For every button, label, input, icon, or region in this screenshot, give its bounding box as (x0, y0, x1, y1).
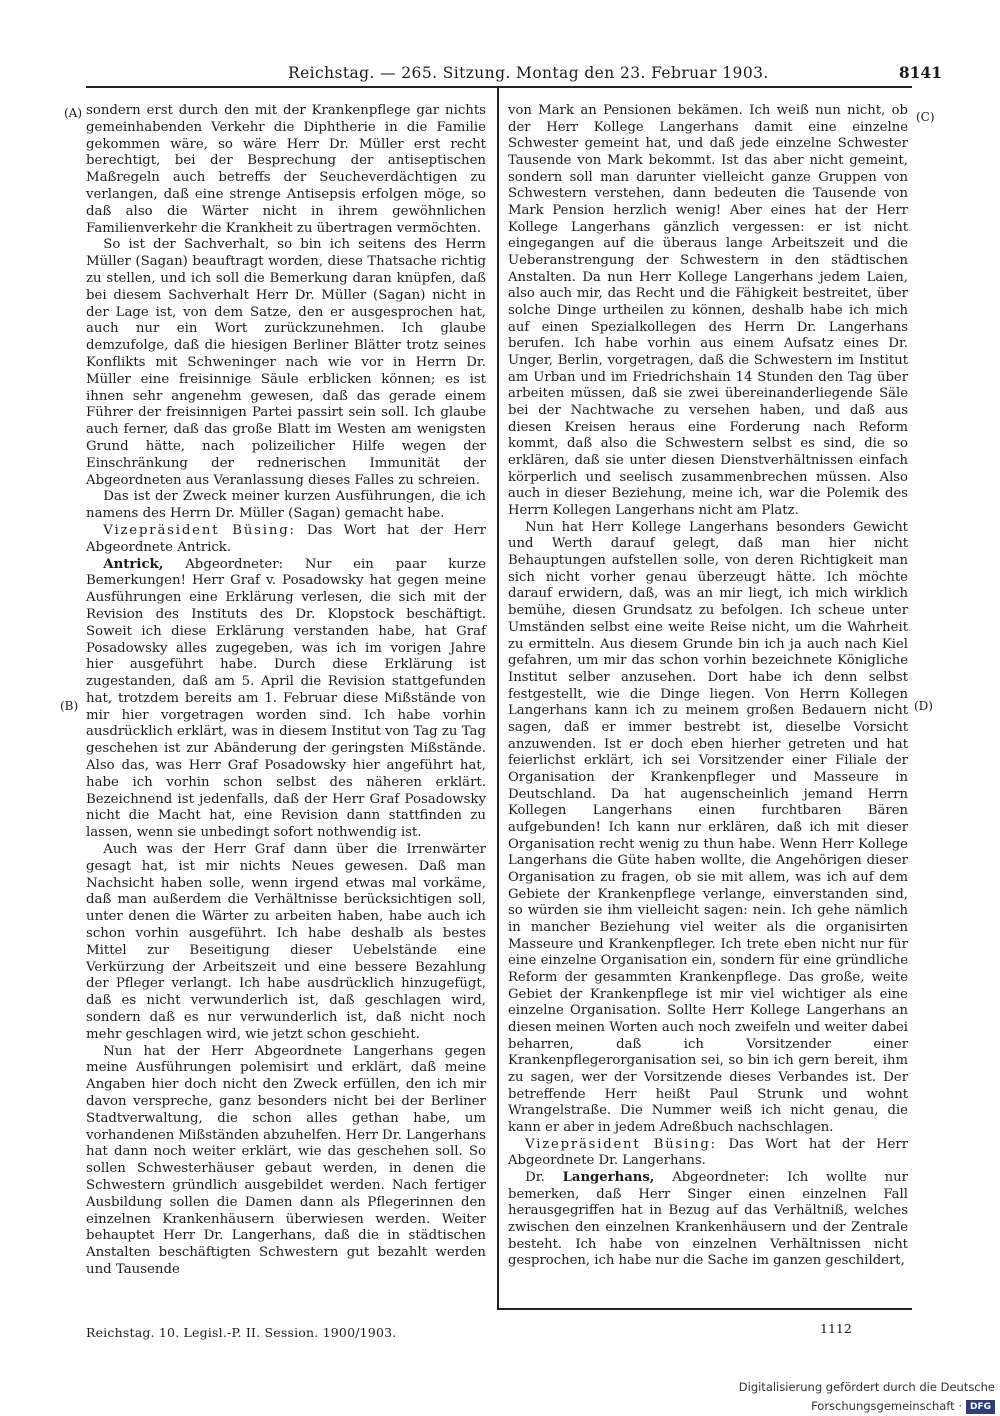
column-divider (497, 86, 499, 1308)
footer-rule (497, 1308, 912, 1310)
paragraph: Das ist der Zweck meiner kurzen Ausführungen, die ich namens des Herrn Dr. Müller (Sagan) gemacht habe. (86, 489, 486, 522)
left-column (86, 103, 486, 1279)
paragraph: Nun hat Herr Kollege Langerhans besonders Gewicht und Werth darauf gelegt, daß man hier nicht Behauptungen aufstellen solle, von deren Richtigkeit man sich nicht vorher genau überzeugt hätte. Ich möchte darauf erwidern, daß, was an mir liegt, ich mich wirklich bemühe, diesen Grundsatz zu befolgen. Ich scheue unter Umständen selbst eine weite Reise nicht, um die Wahrheit zu ermitteln. Aus diesem Grunde bin ich ja auch nach Kiel gefahren, um mir das schon vorhin bezeichnete Königliche Institut selber anzusehen. Dort habe ich denn selbst festgestellt, wie die Dinge liegen. Von Herrn Kollegen Langerhans kann ich zu meinem großen Bedauern nicht sagen, daß er immer bestrebt ist, dieselbe Vorsicht anzuwenden. Ist er doch eben hierher getreten und hat feierlichst erklärt, ich sei Vorsitzender einer Filiale der Organisation der Krankenpfleger und Masseure in Deutschland. Da hat augenscheinlich jemand Herrn Kollegen Langerhans einen furchtbaren Bären aufgebunden! Ich kann nur erklären, daß ich mit dieser Organisation recht wenig zu thun habe. Wenn Herr Kollege Langerhans die Güte haben wollte, die Angehörigen dieser Organisation zu fragen, ob sie mit allem, was ich auf dem Gebiete der Krankenpflege verlange, einverstanden sind, so würden sie ihm vielleicht sagen: nein. Ich gehe nämlich in mancher Beziehung viel weiter als die organisirten Masseure und Krankenpfleger. Ich trete eben nicht nur für eine einzelne Organisation ein, sondern für eine gründliche Reform der gesammten Krankenpflege. Das große, weite Gebiet der Krankenpflege ist mir viel wichtiger als eine einzelne Organisation. Sollte Herr Kollege Langerhans an diesen meinen Worten auch noch zweifeln und weiter dabei beharren, daß ich Vorsitzender einer Krankenpflegerorganisation sei, so bin ich gern bereit, ihm zu sagen, wer der Vorsitzende dieses Verbandes ist. Der betreffende Herr heißt Paul Strunk und wohnt Wrangelstraße. Die Nummer weiß ich nicht genau, die kann er aber in jedem Adreßbuch nachschlagen. (508, 519, 908, 1135)
speaker-prefix: Dr. (525, 1170, 545, 1185)
speaker-text: Das Wort hat der Herr Abgeordnete Dr. Langerhans. (508, 1136, 908, 1169)
digitization-credit (600, 1378, 995, 1413)
speaker-name: Langerhans, (562, 1170, 655, 1185)
page-header (288, 62, 942, 84)
speaker-label: Vizepräsident Büsing: (103, 522, 296, 538)
speaker-paragraph (508, 1170, 908, 1270)
page-number: 8141 (898, 63, 942, 82)
speaker-name: Antrick, (103, 556, 164, 572)
header-rule (86, 86, 912, 88)
right-column (508, 103, 908, 1270)
footer-sheet-number: 1112 (820, 1321, 852, 1336)
dfg-logo-icon: DFG (966, 1400, 995, 1414)
margin-marker-b: (B) (60, 699, 79, 713)
speaker-text: Das Wort hat der Herr Abgeordnete Antrick. (86, 522, 486, 555)
speaker-paragraph (86, 523, 486, 557)
margin-marker-a: (A) (64, 106, 83, 120)
speaker-text: Abgeordneter: Ich wollte nur bemerken, daß Herr Singer einen einzelnen Fall herausgegriffen hat in Bezug auf das Verhältniß, welches zwischen den einzelnen Krankenhäusern und der Zentrale besteht. Ich habe von einzelnen Verhältnissen nicht gesprochen, ich habe nur die Sache im ganzen geschildert, (508, 1170, 908, 1269)
paragraph: So ist der Sachverhalt, so bin ich seitens des Herrn Müller (Sagan) beauftragt worden, diese Thatsache richtig zu stellen, und ich soll die Bemerkung daran knüpfen, daß bei diesem Sachverhalt Herr Dr. Müller (Sagan) nicht in der Lage ist, von dem Satze, den er ausgesprochen hat, auch nur ein Wort zurückzunehmen. Ich glaube demzufolge, daß die hiesigen Berliner Blätter trotz seines Konflikts mit Schweninger nach wie vor in Herrn Dr. Müller eine freisinnige Säule erblicken können; es ist ihnen sehr angenehm gewesen, daß das gerade einem Führer der freisinnigen Partei passirt sein soll. Ich glaube auch ferner, daß das große Blatt im Westen am wenigsten Grund hätte, nach polizeilicher Hilfe wegen der Einschränkung der rednerischen Immunität der Abgeordneten aus Veranlassung dieses Falles zu schreien. (86, 237, 486, 488)
speaker-paragraph (508, 1137, 908, 1170)
digitization-text: Digitalisierung gefördert durch die Deutsche Forschungsgemeinschaft · (738, 1380, 995, 1413)
paragraph: sondern erst durch den mit der Krankenpflege gar nichts gemeinhabenden Verkehr die Diphtherie in die Familie gekommen wäre, so wäre Herr Dr. Müller erst recht berechtigt, bei der Besprechung der antiseptischen Maßregeln auch betreffs der Seucheverdächtigen zu verlangen, daß eine strenge Antisepsis erfolgen möge, so daß also die Wärter nicht in ihrem gewöhnlichen Familienverkehr die Krankheit zu übertragen vermöchten. (86, 103, 486, 236)
paragraph: von Mark an Pensionen bekämen. Ich weiß nun nicht, ob der Herr Kollege Langerhans damit eine einzelne Schwester gemeint hat, und daß jede einzelne Schwester Tausende von Mark bekommt. Ist das aber nicht gemeint, sondern soll man darunter vielleicht ganze Gruppen von Schwestern verstehen, dann bedeuten die Tausende von Mark Pension herzlich wenig! Aber eines hat der Herr Kollege Langerhans gänzlich vergessen: er ist nicht eingegangen auf die überaus lange Arbeitszeit und die Ueberanstrengung der Schwestern in den städtischen Anstalten. Da nun Herr Kollege Langerhans jedem Laien, also auch mir, das Recht und die Fähigkeit bestreitet, über solche Dinge urtheilen zu können, deshalb habe ich mich auf einen Spezialkollegen des Herrn Dr. Langerhans berufen. Ich habe vorhin aus einem Aufsatz eines Dr. Unger, Berlin, vorgetragen, daß die Schwestern im Institut am Urban und im Friedrichshain 14 Stunden den Tag über arbeiten müssen, daß sie zwei übereinanderliegende Säle bei der Nachtwache zu versehen haben, und daß aus diesen Kreisen heraus eine Forderung nach Reform kommt, daß also die Schwestern selbst es sind, die so erklären, daß sie unter diesen Dienstverhältnissen einfach körperlich und seelisch zusammenbrechen müssen. Also auch in dieser Beziehung, meine ich, war die Polemik des Herrn Kollegen Langerhans nicht am Platz. (508, 103, 908, 519)
margin-marker-d: (D) (914, 699, 933, 713)
speaker-paragraph (86, 557, 486, 843)
margin-marker-c: (C) (916, 110, 935, 124)
speaker-label: Vizepräsident Büsing: (525, 1136, 717, 1152)
speaker-text: Abgeordneter: Nur ein paar kurze Bemerkungen! Herr Graf v. Posadowsky hat gegen meine Ausführungen eine Erklärung verlesen, die sich mit der Revision des Instituts des Dr. Klopstock beschäftigt. Soweit ich diese Erklärung verstanden habe, hat Graf Posadowsky alles zugegeben, was ich im vorigen Jahre hier ausgeführt habe. Durch diese Erklärung ist zugestanden, daß am 5. April die Revision stattgefunden hat, trotzdem bereits am 1. Februar diese Mißstände von mir hier vorgetragen worden sind. Ich habe vorhin ausdrücklich erklärt, was in diesem Institut von Tag zu Tag geschehen ist zur Abänderung der geringsten Mißstände. Also das, was Herr Graf Posadowsky hier angeführt hat, habe ich vorhin schon selbst des näheren erklärt. Bezeichnend ist jedenfalls, daß der Herr Graf Posadowsky nicht die Macht hat, eine Revision dann stattfinden zu lassen, wenn sie unbedingt sofort nothwendig ist. (86, 556, 487, 841)
header-title: Reichstag. — 265. Sitzung. Montag den 23. Februar 1903. (288, 64, 769, 82)
paragraph: Nun hat der Herr Abgeordnete Langerhans gegen meine Ausführungen polemisirt und erklärt, daß meine Angaben hier doch nicht den Zweck erfüllen, den ich mir davon verspreche, ganz besonders nicht bei der Berliner Stadtverwaltung, die schon alles gethan habe, um vorhandenen Mißständen abzuhelfen. Herr Dr. Langerhans hat dann noch weiter erklärt, wie das geschehen soll. So sollen Schwesterhäuser gebaut werden, in denen die Schwestern gründlich ausgebildet werden. Nach fertiger Ausbildung sollen die Damen dann als Pflegerinnen den einzelnen Krankenhäusern überwiesen werden. Weiter behauptet Herr Dr. Langerhans, daß die in städtischen Anstalten beschäftigten Schwestern gut bezahlt werden und Tausende (86, 1043, 486, 1277)
footer-session: Reichstag. 10. Legisl.-P. II. Session. 1900/1903. (86, 1325, 397, 1340)
paragraph: Auch was der Herr Graf dann über die Irrenwärter gesagt hat, ist mir nichts Neues gewesen. Daß man Nachsicht haben solle, wenn irgend etwas mal vorkäme, daß man außerdem die Verhältnisse berücksichtigen soll, unter denen die Wärter zu arbeiten haben, habe auch ich schon vorhin ausgeführt. Ich habe deshalb als bestes Mittel zur Beseitigung dieser Uebelstände eine Verkürzung der Arbeitszeit und eine bessere Bezahlung der Pfleger verlangt. Ich habe ausdrücklich hinzugefügt, daß es nicht verwunderlich ist, daß geschlagen wird, sondern daß es nur verwunderlich ist, daß nicht noch mehr geschlagen wird, wie jetzt schon geschieht. (86, 842, 486, 1042)
